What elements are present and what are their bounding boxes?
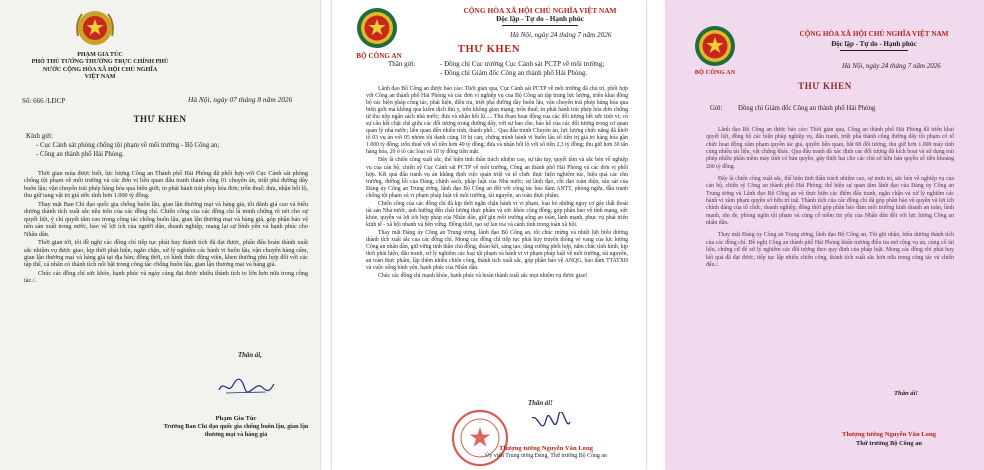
organization-name: BỘ CÔNG AN (694, 69, 736, 76)
recipient-line: - Đồng chí Giám đốc Công an thành phố Hải Phòng. (440, 69, 588, 78)
greeting: Thân gửi: (388, 60, 416, 68)
signer-name: Thượng tướng Nguyễn Văn Long (499, 445, 593, 452)
signer-position: Ủy viên Trung ương Đảng, Thứ trưởng Bộ Công an (485, 452, 607, 459)
signer-position: Thứ trưởng Bộ Công an (856, 439, 922, 447)
recipient-list (440, 60, 640, 79)
issue-date: Hà Nội, ngày 24 tháng 7 năm 2026 (842, 62, 941, 70)
body-paragraph: Chúc các đồng chí mạnh khỏe, hạnh phúc và hoàn thành xuất sắc mọi nhiệm vụ được giao! (378, 273, 588, 280)
body-paragraph: Lãnh đạo Bộ Công an được báo cáo: Thời gian qua, Công an thành phố Hải Phòng đã triển khai quyết liệt, đồng bộ các biện pháp nghiệp vụ, đấu tranh, triệt phá thành công đường dây tội phạm có tổ chức hoạt động xâm phạm quyền tác giả, quyền liên quan, bắt 08 đối tượng, thu giữ hơn 1.000 máy tính cùng nhiều tài liệu, vật chứng khác. Qua đấu tranh đã xác định các đối tượng đã kích hoạt và sử dụng trái phép nhiều phần mềm máy tính có bản quyền, gây thiệt hại cho các chủ sở hữu bản quyền số tiền khoảng 200 tỷ đồng. (706, 127, 954, 170)
signer-name: Phạm Gia Túc (215, 415, 257, 422)
national-emblem-icon (72, 8, 118, 48)
handwritten-signature (528, 412, 572, 440)
letter-title: THƯ KHEN (457, 44, 521, 55)
letter-title: THƯ KHEN (798, 81, 852, 91)
document-number: Số: 666 /LĐCP (22, 97, 66, 105)
body-paragraph: Đây là chiến công xuất sắc, thể hiện tinh thần trách nhiệm cao, sự mưu trí, sắc bén về nghiệp vụ của cán bộ, chiến sỹ Công an thành phố Hải Phòng; thể hiện sự quan tâm lãnh đạo của Đảng ủy Công an Trung ương và Lãnh đạo Bộ Công an về thực hiện các điểm đấu tranh, ngăn chặn và xử lý nghiêm các hành vi xâm phạm quyền sở hữu trí tuệ. Thành tích của các đồng chí đã góp phần bảo vệ quyền và lợi ích chính đáng của tổ chức, doanh nghiệp, đồng thời góp phần bảo đảm môi trường kinh doanh an toàn, lành mạnh, răn đe, phòng ngừa tội phạm và củng cố niềm tin yêu của Nhân dân đối với lực lượng Công an nhân dân. (706, 176, 954, 227)
body-paragraph: Thay mặt Đảng ủy Công an Trung ương, lãnh đạo Bộ Công an, tôi chúc mừng và nhiệt liệt biểu dương thành tích xuất sắc của các đồng chí. Mong các đồng chí tiếp tục phát huy truyền thống vẻ vang của lực lượng Công an nhân dân, giữ vững tinh thần chủ động, đoàn kết, sáng tạo; tăng cường phối hợp, nắm chắc tình hình, kịp thời phát hiện, đấu tranh, xử lý nghiêm các loại tội phạm và hành vi vi phạm pháp luật về môi trường, tài nguyên, an toàn thực phẩm, lập thêm nhiều chiến công, thành tích xuất sắc, góp phần bảo vệ ANQG, bảo đảm TTATXH và cuộc sống bình yên, hạnh phúc của Nhân dân. (366, 229, 628, 272)
recipient-list (36, 142, 306, 159)
body-paragraph: Lãnh đạo Bộ Công an được báo cáo: Thời gian qua, Cục Cảnh sát PCTP về môi trường đã chủ trì, phối hợp với Công an thành phố Hải Phòng và các đơn vị nghiệp vụ của Bộ Công an tập trung lực lượng, triển khai đồng bộ các biện pháp công tác, phát hiện, điều tra, triệt phá đường dây buôn lậu, vận chuyển trái phép hàng hóa qua biên giới mà không qua kiểm dịch thú y, trên không gian mạng; trốn thuế; in phát hành trái phép hóa đơn chứng từ thu nộp ngân sách nhà nước; đưa và nhận hối lộ..... Thủ đoạn hoạt động của các đối tượng hết sức tinh vi; có sự câu kết chặt chẽ giữa các đối tượng trong đường dây, với sự bao che, bảo kê của các đối tượng trong cơ quan quản lý nhà nước; liên quan đến nhiều tỉnh, thành phố... Qua đấu tranh Chuyên án, lực lượng chức năng đã khởi tố 03 vụ án với 05 nhóm tội danh cùng 18 bị can; chứng minh hành vi buôn lậu số tiền trị giá trị hàng hóa gần 1.000 tỷ đồng; trốn thuế với số tiền hơn 40 tỷ đồng; đưa và nhận hối lộ với số tiền 2,3 tỷ đồng; thu giữ hơn 30 tấn hàng hóa, 20 ô tô các loại và 10 tỷ đồng tiền mặt. (366, 86, 628, 156)
motto-underline (840, 50, 908, 51)
issue-date: Hà Nội, ngày 07 tháng 8 năm 2026 (188, 95, 293, 104)
closing-text: Thân ái! (894, 390, 919, 397)
body-paragraph: Thời gian mùa được biết, lực lượng Công an Thành phố Hải Phòng đã phối hợp với Cục Cảnh sát phòng chống tội phạm về môi trường và các đơn vị liên quan đấu tranh thành công 01 chuyên án, triệt phá đường dây buôn lậu; vận chuyển trái phép hàng hóa qua biên giới; in phát hành trái phép hóa đơn; trốn thuế; đưa, nhận hối lộ, thu giữ tang vật trị giá ước tính hơn 1.000 tỷ đồng. (24, 170, 308, 200)
police-emblem-icon (691, 24, 739, 68)
recipient-line: - Công an thành phố Hải Phòng. (36, 150, 124, 158)
closing-text: Thân ái, (238, 352, 262, 359)
issue-date: Hà Nội, ngày 24 tháng 7 năm 2026 (510, 31, 612, 39)
letter-body (706, 127, 954, 274)
letter-body (366, 86, 628, 281)
motto-underline (502, 25, 578, 26)
recipient-line: Đồng chí Giám đốc Công an thành phố Hải Phòng (738, 105, 876, 112)
body-paragraph: Thời gian tới, tôi đề nghị các đồng chí tiếp tục phát huy thành tích đã đạt được, phấn đấu hoàn thành xuất sắc nhiệm vụ được giao, kịp thời phát hiện, ngăn chặn, xử lý nghiêm các hành vi buôn lậu, vận chuyển hàng cấm, gian lận thương mại và hàng giả tại địa bàn; đồng thời, có hình thức động viên, khen thưởng phù hợp đối với các tập thể, cá nhân có thành tích nổi bật trong công tác chống buôn lậu, gian lận thương mại và hàng giả. (24, 239, 308, 269)
signer-position: Trưởng Ban Chỉ đạo quốc gia chống buôn lậu, gian lận thương mại và hàng giả (163, 423, 309, 438)
national-motto: Độc lập - Tự do - Hạnh phúc (496, 15, 584, 23)
signer-name: Thượng tướng Nguyễn Văn Long (842, 431, 936, 438)
letter-body (24, 170, 308, 286)
greeting: Gửi: (710, 105, 723, 112)
signer-block (458, 445, 634, 460)
body-paragraph: Chiến công của các đồng chí đã kịp thời ngăn chặn hành vi vi phạm, loại bỏ những nguy cơ gây thất thoát tài sản Nhà nước, ảnh hưởng đến chất lượng thực phẩm và sức khỏe cộng đồng; góp phần bảo vệ tính mạng, sức khỏe, quyền và lợi ích hợp pháp của Nhân dân, giữ gìn môi trường sống an toàn, lành mạnh, phục vụ phát triển kinh tế - xã hội nhanh và bền vững. Đồng thời, tạo sự lan tỏa và cảnh tỉnh trong toàn xã hội. (366, 200, 628, 228)
greeting: Kính gửi: (26, 132, 53, 140)
body-paragraph: Chúc các đồng chí sức khỏe, hạnh phúc và ngày càng đạt được nhiều thành tích to lớn hơn nữa trong công tác./. (24, 269, 308, 285)
recipient-line: - Cục Cảnh sát phòng chống tội phạm về môi trường - Bộ Công an; (36, 142, 220, 149)
signer-block (806, 431, 972, 448)
nation-header: CỘNG HÒA XÃ HỘI CHỦ NGHĨA VIỆT NAM (463, 6, 617, 15)
closing-text: Thân ái! (528, 400, 553, 407)
organization-name: BỘ CÔNG AN (356, 52, 402, 60)
nation-header: CỘNG HÒA XÃ HỘI CHỦ NGHĨA VIỆT NAM (799, 30, 949, 38)
commendation-letter-deputy-pm (0, 0, 320, 470)
handwritten-signature (216, 375, 276, 397)
national-motto: Độc lập - Tự do - Hạnh phúc (831, 40, 917, 48)
body-paragraph: Thay mặt Ban Chỉ đạo quốc gia chống buôn lậu, gian lận thương mại và hàng giả, tôi đánh giá cao và biểu dương thành tích xuất sắc nêu trên của các đồng chí. Chiến công của các đồng chí là minh chứng rõ nét cho sự quyết liệt, ý chí quyết tâm cao trong công tác chống buôn lậu, gian lận thương mại và hàng giả, góp phần bảo vệ nền sản xuất trong nước, bảo vệ lợi ích của người dân, doanh nghiệp, mang lại sự bình yên và hạnh phúc cho Nhân dân. (24, 200, 308, 238)
commendation-letter-ministry-multi (332, 0, 646, 470)
body-paragraph: Đây là chiến công xuất sắc, thể hiện tinh thần trách nhiệm cao, sự tận tụy, quyết tâm và sắc bén về nghiệp vụ của cán bộ, chiến sỹ Cục Cảnh sát PCTP về môi trường, Công an thành phố Hải Phòng và các đơn vị phối hợp. Kết quả đấu tranh vụ án khẳng định việc quán triệt và tổ chức thực hiện nghiêm túc, hiệu quả các chủ trương, đường lối của Đảng, chính sách, pháp luật của Nhà nước; sự lãnh đạo, chỉ đạo toàn diện, sâu sát của Đảng ủy Công an Trung ương, lãnh đạo Bộ Công an đối với công tác bảo đảm ANTT, phòng ngừa, đấu tranh chống tội phạm và vi phạm pháp luật về môi trường, tài nguyên, an toàn thực phẩm. (366, 157, 628, 199)
recipient-line: - Đồng chí Cục trưởng Cục Cảnh sát PCTP về môi trường; (440, 60, 605, 68)
signer-block (156, 415, 316, 438)
letter-title: THƯ KHEN (133, 114, 187, 124)
issuer-header: PHẠM GIA TÚC PHÓ THỦ TƯỚNG THƯỜNG TRỰC CHÍNH PHỦ NƯỚC CỘNG HÒA XÃ HỘI CHỦ NGHĨA VIỆT NAM (31, 52, 169, 80)
body-paragraph: Thay mặt Đảng ủy Công an Trung ương, lãnh đạo Bộ Công an, Tôi ghi nhận, biểu dương thành tích của các đồng chí. Đề nghị Công an thành phố Hải Phòng khẩn trương điều tra mở rộng vụ án, củng cố tài liệu, chứng cứ để xử lý nghiêm các đối tượng theo quy định của pháp luật. Mong các đồng chí phát huy kết quả đã đạt được, tiếp tục lập nhiều chiến công, thành tích xuất sắc hơn nữa trong công tác và chiến đấu./. (706, 232, 954, 268)
commendation-letter-ministry-haiphong (666, 0, 984, 470)
